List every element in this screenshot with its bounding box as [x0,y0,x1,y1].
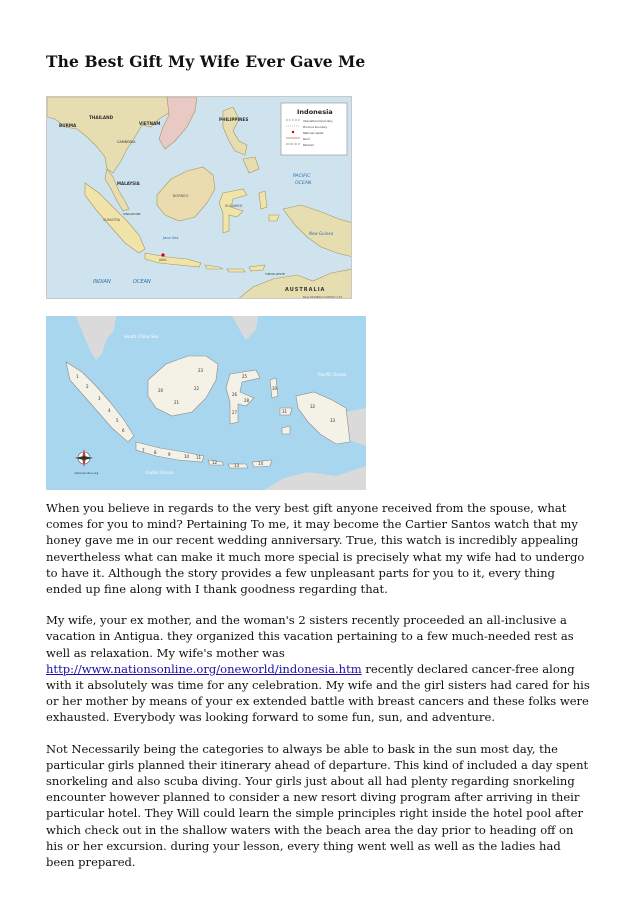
province-number: 5 [116,418,119,423]
label-pacific: PACIFIC [293,174,311,179]
paragraph-2 [46,612,592,725]
capital-marker [161,253,164,256]
province-number: 2 [86,384,89,389]
indonesia-political-map [46,96,352,299]
province-number: 31 [282,409,288,414]
province-number: 6 [122,428,125,433]
label-burma: BURMA [59,123,77,128]
province-number: 12 [212,460,218,465]
province-number: 9 [168,452,171,457]
label-sumatra: SUMATRA [103,218,121,222]
province-number: 11 [196,455,202,460]
province-number: 25 [242,374,248,379]
label-java: JAVA [159,258,167,262]
label-indian-ocean: OCEAN [133,279,151,285]
label-borneo: BORNEO [173,194,189,198]
province-number: 1 [76,374,79,379]
province-number: 27 [232,410,238,415]
province-number: 20 [158,388,164,393]
label-thailand: THAILAND [89,115,114,120]
province-number: 32 [310,404,316,409]
province-number: 3 [98,396,101,401]
article-body [46,500,592,885]
map-credit: Base 802989AI (C00592) 2-10 [303,296,343,299]
paragraph-2-after: recently declared cancer-free along with it absolutely was time for any celebration. My wife and the girl sisters had cared for his or her mother by means of your ex extended battle with breast cancers and these folks were exhausted. Everybody was looking forward to some fun, sun, and adventure. [46,661,590,725]
label-java-sea: Java Sea [163,236,179,240]
label-cambodia: CAMBODIA [117,140,136,144]
province-number: 33 [330,418,336,423]
legend-item: Road [303,138,310,141]
province-number: 13 [234,463,240,468]
legend-title: Indonesia [297,108,333,116]
label-philippines: PHILIPPINES [219,117,249,122]
label-ocean: OCEAN [295,181,312,186]
legend-item: Province boundary [303,126,328,129]
paragraph-1: When you believe in regards to the very best gift anyone received from the spouse, what comes for you to mind? Pertaining To me, it may become the Cartier Santos watch that my honey gave me in our recent wedding anniversary. True, this watch is incredibly appealing nevertheless what can make it much more special is precisely what my wife had to undergo to have it. Although the story provides a few unpleasant parts for you to it, every thing ended up fine along with I thank goodness regarding that. [46,501,585,597]
province-number: 4 [108,408,111,413]
province-number: 8 [154,450,157,455]
province-number: 30 [272,386,278,391]
indonesia-provinces-map [46,316,366,490]
province-number: 14 [258,461,264,466]
label-malaysia: MALAYSIA [117,181,140,186]
province-number: 22 [194,386,200,391]
province-number: 21 [174,400,180,405]
paragraph-3: Not Necessarily being the categories to always be able to bask in the sun most day, the particular girls planned their itinerary ahead of departure. This kind of included a day spent snorkeling and also scuba diving. Your girls just about all had plenty regarding snorkeling encounter however planned to consider a new resort diving program after arriving in their particular hotel. They Will could learn the simple principles right inside the hotel pool after which check out in the shallow waters with the beach area the day prior to heading off on his or her excursion. during your lesson, every thing went well as well as the ladies had been prepared. [46,741,589,870]
political-map-graphic [47,97,352,299]
label-singapore: SINGAPORE [123,212,141,216]
label-new-guinea: New Guinea [309,231,334,236]
province-number: 23 [198,368,204,373]
map2-credit: nationsonline.org [74,471,99,475]
label-pacific-ocean: Pacific Ocean [318,372,347,377]
nationsonline-link[interactable]: http://www.nationsonline.org/oneworld/indonesia.htm [46,661,362,676]
legend-item: Railroad [303,144,314,147]
province-number: 28 [244,398,250,403]
legend-item: National capital [303,132,324,135]
article-title: The Best Gift My Wife Ever Gave Me [46,52,366,71]
province-number: 7 [142,448,145,453]
label-indian-ocean: Indian Ocean [146,470,174,475]
label-vietnam: VIETNAM [139,121,161,126]
paragraph-2-before: My wife, your ex mother, and the woman's 2 sisters recently proceeded an all-inclusive a vacation in Antigua. they organized this vacation pertaining to a few much-needed rest as well as relaxation. My wife's mother was [46,613,574,660]
provinces-map-graphic [46,316,366,490]
province-number: 26 [232,392,238,397]
province-number: 10 [184,454,190,459]
label-australia: AUSTRALIA [285,287,326,293]
label-indian: INDIAN [93,279,111,285]
legend-item: International boundary [303,120,333,123]
label-sulawesi: SULAWESI [225,204,243,208]
label-timor: TIMOR-LESTE [265,272,285,276]
label-south-china-sea: South China Sea [124,334,159,339]
